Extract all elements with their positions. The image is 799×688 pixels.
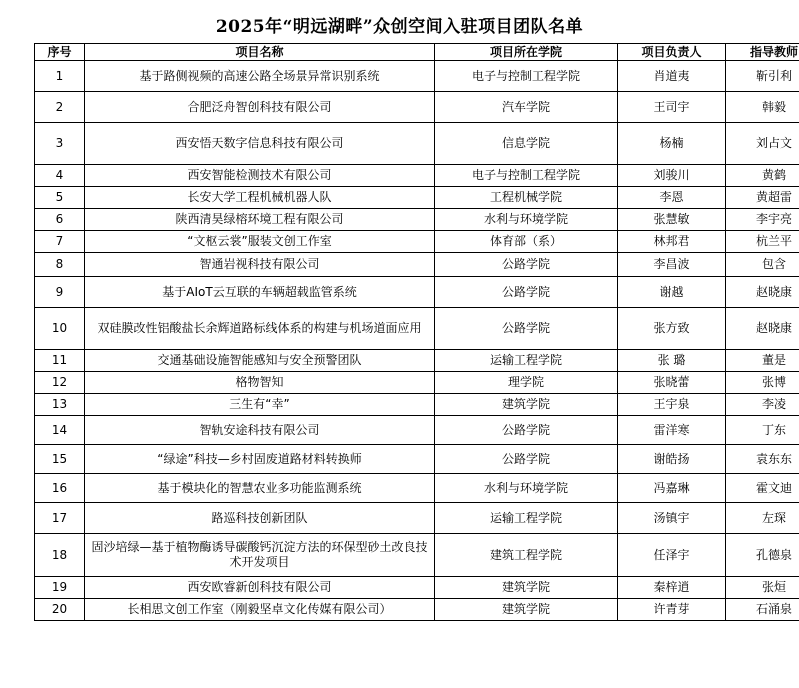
table-row (35, 350, 799, 372)
cell-college: 理学院 (435, 372, 618, 394)
table-row (35, 187, 799, 209)
cell-college: 公路学院 (435, 277, 618, 308)
table-row (35, 534, 799, 577)
page-title: 2025年“明远湖畔”众创空间入驻项目团队名单 (215, 17, 584, 37)
cell-project-name: 西安欧睿新创科技有限公司 (85, 577, 435, 599)
table-row (35, 209, 799, 231)
cell-project-name: 交通基础设施智能感知与安全预警团队 (85, 350, 435, 372)
cell-advisor: 袁东东 (726, 445, 799, 474)
cell-index: 11 (35, 350, 85, 372)
cell-college: 建筑工程学院 (435, 534, 618, 577)
header-leader: 项目负责人 (618, 44, 726, 61)
cell-project-name: 路巡科技创新团队 (85, 503, 435, 534)
cell-index: 12 (35, 372, 85, 394)
cell-leader: 李昌波 (618, 253, 726, 277)
cell-project-name: 长安大学工程机械机器人队 (85, 187, 435, 209)
cell-leader: 任泽宇 (618, 534, 726, 577)
cell-project-name: “文枢云裳”服装文创工作室 (85, 231, 435, 253)
cell-leader: 谢皓扬 (618, 445, 726, 474)
cell-advisor: 靳引利 (726, 61, 799, 92)
table-row (35, 372, 799, 394)
cell-index: 13 (35, 394, 85, 416)
cell-advisor: 董是 (726, 350, 799, 372)
cell-leader: 林邦君 (618, 231, 726, 253)
cell-index: 17 (35, 503, 85, 534)
cell-leader: 谢越 (618, 277, 726, 308)
cell-advisor: 赵晓康 (726, 277, 799, 308)
cell-index: 3 (35, 123, 85, 165)
cell-project-name: 基于模块化的智慧农业多功能监测系统 (85, 474, 435, 503)
cell-index: 16 (35, 474, 85, 503)
cell-project-name: 基于路侧视频的高速公路全场景异常识别系统 (85, 61, 435, 92)
cell-college: 运输工程学院 (435, 503, 618, 534)
cell-index: 1 (35, 61, 85, 92)
table-row (35, 123, 799, 165)
cell-college: 工程机械学院 (435, 187, 618, 209)
table-row (35, 577, 799, 599)
cell-project-name: 基于AIoT云互联的车辆超载监管系统 (85, 277, 435, 308)
cell-leader: 张慧敏 (618, 209, 726, 231)
cell-index: 15 (35, 445, 85, 474)
cell-index: 4 (35, 165, 85, 187)
cell-advisor: 黄超雷 (726, 187, 799, 209)
cell-advisor: 包含 (726, 253, 799, 277)
cell-leader: 王司宇 (618, 92, 726, 123)
cell-leader: 肖道夷 (618, 61, 726, 92)
cell-advisor: 杭兰平 (726, 231, 799, 253)
cell-project-name: “绿途”科技—乡村固废道路材料转换师 (85, 445, 435, 474)
cell-index: 6 (35, 209, 85, 231)
cell-college: 水利与环境学院 (435, 474, 618, 503)
cell-project-name: 智通岩视科技有限公司 (85, 253, 435, 277)
cell-leader: 雷洋寒 (618, 416, 726, 445)
cell-project-name: 合肥泛舟智创科技有限公司 (85, 92, 435, 123)
cell-leader: 秦梓逍 (618, 577, 726, 599)
table-row (35, 394, 799, 416)
cell-college: 建筑学院 (435, 394, 618, 416)
cell-college: 运输工程学院 (435, 350, 618, 372)
cell-index: 19 (35, 577, 85, 599)
table-row (35, 231, 799, 253)
cell-project-name: 陕西清昊绿榕环境工程有限公司 (85, 209, 435, 231)
cell-advisor: 李凌 (726, 394, 799, 416)
cell-college: 公路学院 (435, 253, 618, 277)
cell-index: 8 (35, 253, 85, 277)
cell-index: 18 (35, 534, 85, 577)
cell-index: 2 (35, 92, 85, 123)
cell-college: 公路学院 (435, 416, 618, 445)
cell-advisor: 丁东 (726, 416, 799, 445)
cell-college: 体育部（系） (435, 231, 618, 253)
header-advisor: 指导教师 (726, 44, 799, 61)
cell-college: 公路学院 (435, 445, 618, 474)
cell-college: 电子与控制工程学院 (435, 165, 618, 187)
table-row (35, 474, 799, 503)
cell-advisor: 孔德泉 (726, 534, 799, 577)
cell-index: 5 (35, 187, 85, 209)
cell-leader: 张方致 (618, 308, 726, 350)
table-row (35, 308, 799, 350)
header-index: 序号 (35, 44, 85, 61)
cell-college: 信息学院 (435, 123, 618, 165)
table-row (35, 503, 799, 534)
cell-leader: 汤镇宇 (618, 503, 726, 534)
cell-advisor: 石涌泉 (726, 599, 799, 621)
cell-leader: 许青芽 (618, 599, 726, 621)
cell-index: 7 (35, 231, 85, 253)
cell-leader: 冯嘉琳 (618, 474, 726, 503)
cell-project-name: 三生有“幸” (85, 394, 435, 416)
header-project-name: 项目名称 (85, 44, 435, 61)
cell-index: 10 (35, 308, 85, 350)
cell-college: 汽车学院 (435, 92, 618, 123)
cell-leader: 刘骏川 (618, 165, 726, 187)
table-row (35, 61, 799, 92)
cell-advisor: 韩毅 (726, 92, 799, 123)
header-row (35, 44, 799, 61)
cell-college: 电子与控制工程学院 (435, 61, 618, 92)
cell-college: 建筑学院 (435, 599, 618, 621)
team-list-table (34, 43, 799, 621)
table-row (35, 445, 799, 474)
table-row (35, 416, 799, 445)
cell-index: 14 (35, 416, 85, 445)
cell-advisor: 霍文迪 (726, 474, 799, 503)
table-row (35, 277, 799, 308)
table-row (35, 165, 799, 187)
cell-leader: 杨楠 (618, 123, 726, 165)
cell-leader: 张晓蕾 (618, 372, 726, 394)
cell-leader: 王宇泉 (618, 394, 726, 416)
cell-advisor: 张烜 (726, 577, 799, 599)
cell-leader: 李恩 (618, 187, 726, 209)
cell-advisor: 张博 (726, 372, 799, 394)
cell-advisor: 赵晓康 (726, 308, 799, 350)
table-row (35, 599, 799, 621)
cell-college: 水利与环境学院 (435, 209, 618, 231)
cell-college: 公路学院 (435, 308, 618, 350)
cell-index: 20 (35, 599, 85, 621)
cell-advisor: 李宇亮 (726, 209, 799, 231)
table-row (35, 92, 799, 123)
table-row (35, 253, 799, 277)
cell-college: 建筑学院 (435, 577, 618, 599)
cell-leader: 张 璐 (618, 350, 726, 372)
cell-project-name: 长相思文创工作室（刚毅坚卓文化传媒有限公司） (85, 599, 435, 621)
cell-advisor: 黄鹤 (726, 165, 799, 187)
cell-index: 9 (35, 277, 85, 308)
cell-project-name: 智轨安途科技有限公司 (85, 416, 435, 445)
cell-project-name: 西安悟天数字信息科技有限公司 (85, 123, 435, 165)
cell-advisor: 左琛 (726, 503, 799, 534)
cell-project-name: 西安智能检测技术有限公司 (85, 165, 435, 187)
cell-project-name: 双硅膜改性铝酸盐长余辉道路标线体系的构建与机场道面应用 (85, 308, 435, 350)
cell-project-name: 固沙培绿—基于植物酶诱导碳酸钙沉淀方法的环保型砂土改良技术开发项目 (85, 534, 435, 577)
header-college: 项目所在学院 (435, 44, 618, 61)
cell-advisor: 刘占文 (726, 123, 799, 165)
cell-project-name: 格物智知 (85, 372, 435, 394)
